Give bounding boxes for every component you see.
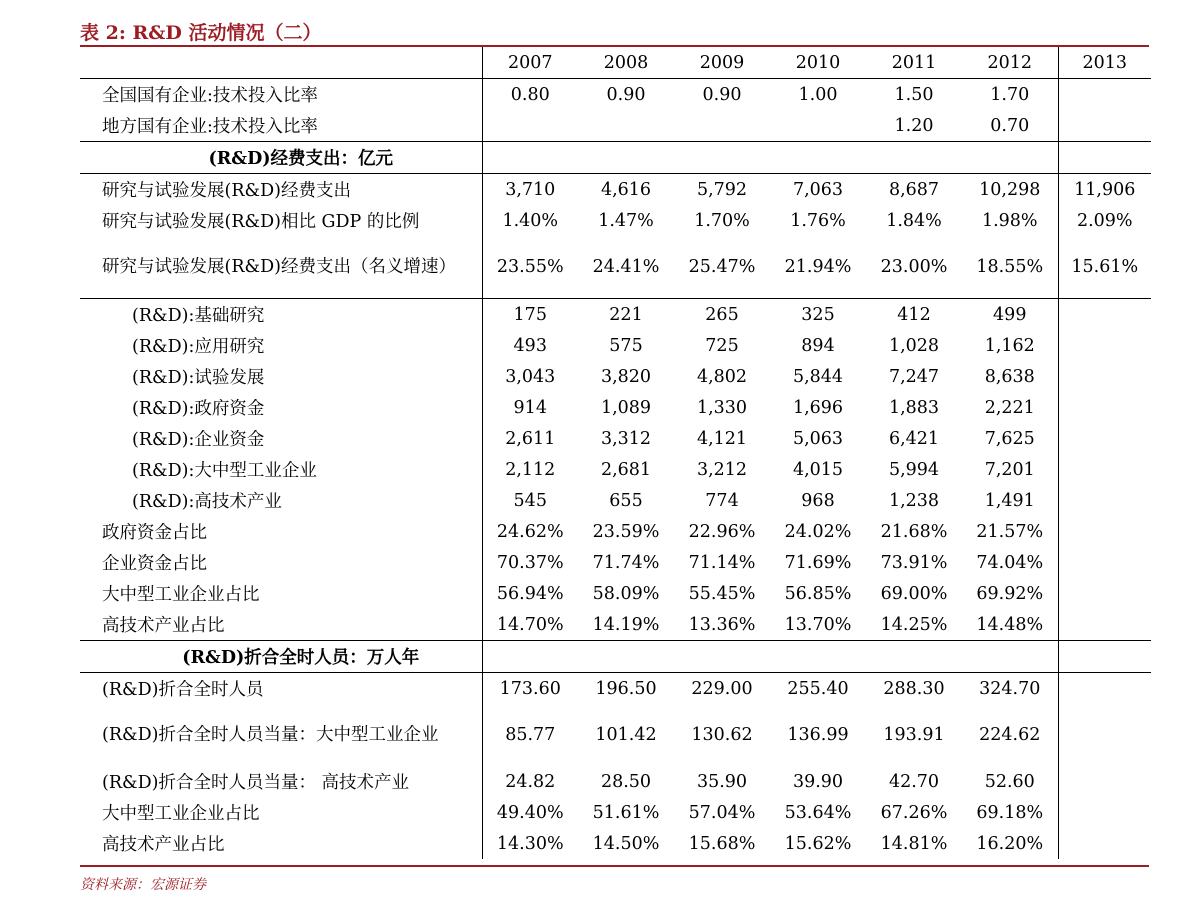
table-row xyxy=(80,828,1151,859)
table-row xyxy=(80,516,1151,547)
row-label: (R&D)折合全时人员当量：大中型工业企业 xyxy=(102,724,439,745)
header-year: 2011 xyxy=(866,47,962,79)
value-cell xyxy=(1058,142,1151,174)
value-cell xyxy=(770,110,866,142)
value-cell: 53.64% xyxy=(784,802,852,823)
value-cell: 1,491 xyxy=(984,490,1035,511)
value-cell: 22.96% xyxy=(688,521,756,542)
value-cell: 725 xyxy=(705,335,739,356)
table-row xyxy=(80,673,1151,705)
value-cell: 229.00 xyxy=(691,678,753,699)
value-cell: 575 xyxy=(609,335,643,356)
table-row xyxy=(80,547,1151,578)
value-cell: 0.80 xyxy=(482,79,578,111)
row-label: (R&D):企业资金 xyxy=(132,430,265,450)
table-row xyxy=(80,485,1151,516)
value-cell: 6,421 xyxy=(888,428,940,449)
value-cell: 1,089 xyxy=(600,397,652,418)
value-cell xyxy=(674,142,770,174)
value-cell xyxy=(482,110,578,142)
value-cell: 23.55% xyxy=(482,236,578,299)
value-cell: 49.40% xyxy=(482,797,578,828)
row-label: 研究与试验发展(R&D)经费支出（名义增速） xyxy=(80,236,482,299)
value-cell xyxy=(482,142,578,174)
rd-activity-table xyxy=(80,47,1151,859)
value-cell: 265 xyxy=(705,304,739,325)
row-label: (R&D):大中型工业企业 xyxy=(132,461,317,481)
value-cell: 5,063 xyxy=(792,428,844,449)
value-cell: 130.62 xyxy=(691,725,753,745)
value-cell: 2,681 xyxy=(600,459,652,480)
row-label: (R&D):应用研究 xyxy=(132,337,265,357)
value-cell: 21.94% xyxy=(770,236,866,299)
value-cell: 655 xyxy=(609,490,643,511)
value-cell: 73.91% xyxy=(880,552,948,573)
value-cell: 2,611 xyxy=(482,423,578,454)
value-cell: 894 xyxy=(801,335,835,356)
table-row xyxy=(80,174,1151,206)
row-label: (R&D):试验发展 xyxy=(132,368,265,388)
value-cell: 7,625 xyxy=(984,428,1035,449)
value-cell: 1,883 xyxy=(888,397,940,418)
table-row xyxy=(80,392,1151,423)
value-cell: 0.70 xyxy=(962,110,1058,142)
value-cell: 7,063 xyxy=(792,179,844,200)
value-cell: 1.00 xyxy=(798,84,838,105)
value-cell: 15.62% xyxy=(784,833,852,854)
value-cell: 39.90 xyxy=(792,771,844,792)
value-cell: 175 xyxy=(482,299,578,331)
value-cell: 1,696 xyxy=(792,397,844,418)
value-cell: 69.18% xyxy=(976,802,1044,823)
value-cell: 10,298 xyxy=(979,179,1041,200)
row-label: (R&D)折合全时人员当量： 高技术产业 xyxy=(102,773,410,793)
value-cell: 8,687 xyxy=(888,179,940,200)
value-cell: 15.61% xyxy=(1058,236,1151,299)
value-cell xyxy=(1058,641,1151,673)
value-cell: 3,212 xyxy=(696,459,748,480)
value-cell: 1.84% xyxy=(886,210,942,231)
value-cell: 42.70 xyxy=(888,771,940,792)
value-cell xyxy=(482,641,578,673)
value-cell: 2.09% xyxy=(1058,205,1151,236)
value-cell: 774 xyxy=(705,490,739,511)
value-cell xyxy=(1058,79,1151,111)
value-cell: 196.50 xyxy=(595,678,657,699)
value-cell: 255.40 xyxy=(787,678,849,699)
row-label: 地方国有企业:技术投入比率 xyxy=(80,110,482,142)
table-row xyxy=(80,330,1151,361)
value-cell: 25.47% xyxy=(674,236,770,299)
value-cell: 71.74% xyxy=(592,552,660,573)
value-cell xyxy=(674,641,770,673)
value-cell xyxy=(1058,797,1151,828)
table-row xyxy=(80,454,1151,485)
header-year: 2013 xyxy=(1058,47,1151,79)
value-cell: 101.42 xyxy=(595,725,657,745)
value-cell: 914 xyxy=(482,392,578,423)
value-cell: 1,162 xyxy=(984,335,1035,356)
value-cell xyxy=(866,641,962,673)
header-year: 2009 xyxy=(674,47,770,79)
value-cell: 136.99 xyxy=(787,725,849,745)
value-cell xyxy=(1058,361,1151,392)
value-cell: 24.41% xyxy=(578,236,674,299)
value-cell: 55.45% xyxy=(688,583,756,604)
table-row xyxy=(80,361,1151,392)
value-cell: 58.09% xyxy=(592,583,660,604)
value-cell: 1.70 xyxy=(990,84,1030,105)
value-cell: 0.90 xyxy=(702,84,742,105)
value-cell xyxy=(1058,454,1151,485)
row-label: 高技术产业占比 xyxy=(80,609,482,641)
value-cell: 1,330 xyxy=(696,397,748,418)
value-cell: 4,015 xyxy=(792,459,844,480)
value-cell: 69.92% xyxy=(976,583,1044,604)
value-cell: 52.60 xyxy=(984,771,1035,792)
value-cell xyxy=(1058,704,1151,766)
value-cell: 3,820 xyxy=(600,366,652,387)
value-cell: 221 xyxy=(609,304,643,325)
value-cell: 193.91 xyxy=(883,725,945,745)
table-title: 表 2: R&D 活动情况（二） xyxy=(80,22,322,44)
row-label: 大中型工业企业占比 xyxy=(102,585,260,605)
value-cell: 8,638 xyxy=(984,366,1035,387)
value-cell: 5,792 xyxy=(696,179,748,200)
value-cell: 24.62% xyxy=(482,516,578,547)
value-cell: 13.70% xyxy=(770,609,866,641)
value-cell: 24.82 xyxy=(482,766,578,797)
source-note: 资料来源：宏源证券 xyxy=(80,877,206,893)
value-cell: 51.61% xyxy=(592,802,660,823)
row-label: (R&D):基础研究 xyxy=(132,306,265,326)
value-cell: 1.98% xyxy=(981,210,1038,231)
value-cell: 21.57% xyxy=(976,521,1044,542)
table-row xyxy=(80,766,1151,797)
value-cell: 71.14% xyxy=(688,552,756,573)
value-cell: 56.85% xyxy=(784,583,852,604)
value-cell: 23.00% xyxy=(866,236,962,299)
value-cell: 324.70 xyxy=(979,678,1041,699)
value-cell xyxy=(1058,828,1151,859)
value-cell xyxy=(1058,485,1151,516)
row-label: 企业资金占比 xyxy=(102,554,207,574)
value-cell: 16.20% xyxy=(976,833,1044,854)
table-body xyxy=(80,47,1151,859)
value-cell xyxy=(770,142,866,174)
value-cell xyxy=(962,142,1058,174)
value-cell: 5,994 xyxy=(888,459,940,480)
value-cell: 2,221 xyxy=(984,397,1035,418)
value-cell: 288.30 xyxy=(883,678,945,699)
row-label: (R&D):政府资金 xyxy=(132,399,265,419)
value-cell: 11,906 xyxy=(1058,174,1151,206)
value-cell: 1.47% xyxy=(598,210,654,231)
value-cell xyxy=(866,142,962,174)
value-cell: 412 xyxy=(897,304,931,325)
value-cell: 3,043 xyxy=(482,361,578,392)
value-cell: 5,844 xyxy=(792,366,844,387)
row-label: 研究与试验发展(R&D)经费支出 xyxy=(102,181,351,201)
table-row xyxy=(80,641,1151,673)
value-cell: 14.81% xyxy=(880,833,948,854)
value-cell: 493 xyxy=(482,330,578,361)
value-cell: 4,121 xyxy=(696,428,748,449)
value-cell: 7,201 xyxy=(984,459,1035,480)
value-cell: 3,710 xyxy=(482,174,578,206)
value-cell xyxy=(1058,423,1151,454)
value-cell xyxy=(1058,673,1151,705)
value-cell xyxy=(578,110,674,142)
value-cell: 69.00% xyxy=(880,583,948,604)
value-cell xyxy=(1058,299,1151,331)
row-label: (R&D)折合全时人员 xyxy=(102,680,264,700)
value-cell: 1,028 xyxy=(888,335,940,356)
header-year: 2012 xyxy=(962,47,1058,79)
value-cell: 23.59% xyxy=(592,521,660,542)
table-row xyxy=(80,423,1151,454)
row-label: 研究与试验发展(R&D)相比 GDP 的比例 xyxy=(102,212,420,232)
value-cell: 2,112 xyxy=(482,454,578,485)
table-row xyxy=(80,578,1151,609)
value-cell xyxy=(1058,766,1151,797)
value-cell xyxy=(1058,330,1151,361)
table-row xyxy=(80,797,1151,828)
header-blank xyxy=(80,47,482,79)
value-cell xyxy=(578,641,674,673)
row-label: 全国国有企业:技术投入比率 xyxy=(102,86,318,106)
value-cell: 14.25% xyxy=(866,609,962,641)
row-label: 大中型工业企业占比 xyxy=(102,804,260,824)
value-cell: 15.68% xyxy=(688,833,756,854)
value-cell: 14.50% xyxy=(592,833,660,854)
value-cell: 173.60 xyxy=(482,673,578,705)
section-heading: (R&D)折合全时人员：万人年 xyxy=(80,641,482,673)
header-year: 2007 xyxy=(482,47,578,79)
value-cell: 14.48% xyxy=(962,609,1058,641)
value-cell: 7,247 xyxy=(888,366,940,387)
value-cell: 325 xyxy=(801,304,835,325)
value-cell: 18.55% xyxy=(962,236,1058,299)
table-row xyxy=(80,79,1151,111)
value-cell: 67.26% xyxy=(880,802,948,823)
row-label: 政府资金占比 xyxy=(102,523,207,543)
value-cell: 3,312 xyxy=(600,428,652,449)
value-cell: 70.37% xyxy=(482,547,578,578)
value-cell xyxy=(1058,578,1151,609)
value-cell xyxy=(1058,547,1151,578)
table-row xyxy=(80,205,1151,236)
table-row xyxy=(80,704,1151,766)
table-row xyxy=(80,299,1151,331)
value-cell: 13.36% xyxy=(674,609,770,641)
value-cell xyxy=(1058,392,1151,423)
value-cell: 1.70% xyxy=(694,210,750,231)
value-cell: 14.70% xyxy=(482,609,578,641)
value-cell: 21.68% xyxy=(880,521,948,542)
value-cell: 1.20 xyxy=(866,110,962,142)
value-cell: 1.76% xyxy=(790,210,846,231)
value-cell xyxy=(1058,609,1151,641)
value-cell: 24.02% xyxy=(784,521,852,542)
table-row xyxy=(80,142,1151,174)
value-cell: 1,238 xyxy=(888,490,940,511)
value-cell: 1.40% xyxy=(482,205,578,236)
value-cell: 545 xyxy=(482,485,578,516)
value-cell: 14.30% xyxy=(482,828,578,859)
value-cell xyxy=(962,641,1058,673)
value-cell: 74.04% xyxy=(976,552,1044,573)
value-cell xyxy=(770,641,866,673)
value-cell xyxy=(1058,110,1151,142)
value-cell: 4,616 xyxy=(600,179,652,200)
header-year: 2010 xyxy=(770,47,866,79)
bottom-rule xyxy=(80,865,1149,867)
value-cell: 224.62 xyxy=(979,725,1041,745)
value-cell: 71.69% xyxy=(784,552,852,573)
value-cell: 56.94% xyxy=(482,578,578,609)
section-heading: (R&D)经费支出：亿元 xyxy=(80,142,482,174)
value-cell: 4,802 xyxy=(696,366,748,387)
value-cell: 499 xyxy=(993,304,1027,325)
value-cell: 14.19% xyxy=(578,609,674,641)
value-cell: 1.50 xyxy=(894,84,934,105)
row-label: 高技术产业占比 xyxy=(102,835,225,855)
header-row xyxy=(80,47,1151,79)
table-row xyxy=(80,609,1151,641)
value-cell xyxy=(674,110,770,142)
value-cell: 968 xyxy=(801,490,835,511)
value-cell: 57.04% xyxy=(688,802,756,823)
header-year: 2008 xyxy=(578,47,674,79)
value-cell: 28.50 xyxy=(600,771,652,792)
value-cell: 0.90 xyxy=(606,84,646,105)
value-cell xyxy=(1058,516,1151,547)
value-cell xyxy=(578,142,674,174)
value-cell: 85.77 xyxy=(482,704,578,766)
table-row xyxy=(80,110,1151,142)
table-row xyxy=(80,236,1151,299)
row-label: (R&D):高技术产业 xyxy=(132,492,282,512)
value-cell: 35.90 xyxy=(696,771,748,792)
